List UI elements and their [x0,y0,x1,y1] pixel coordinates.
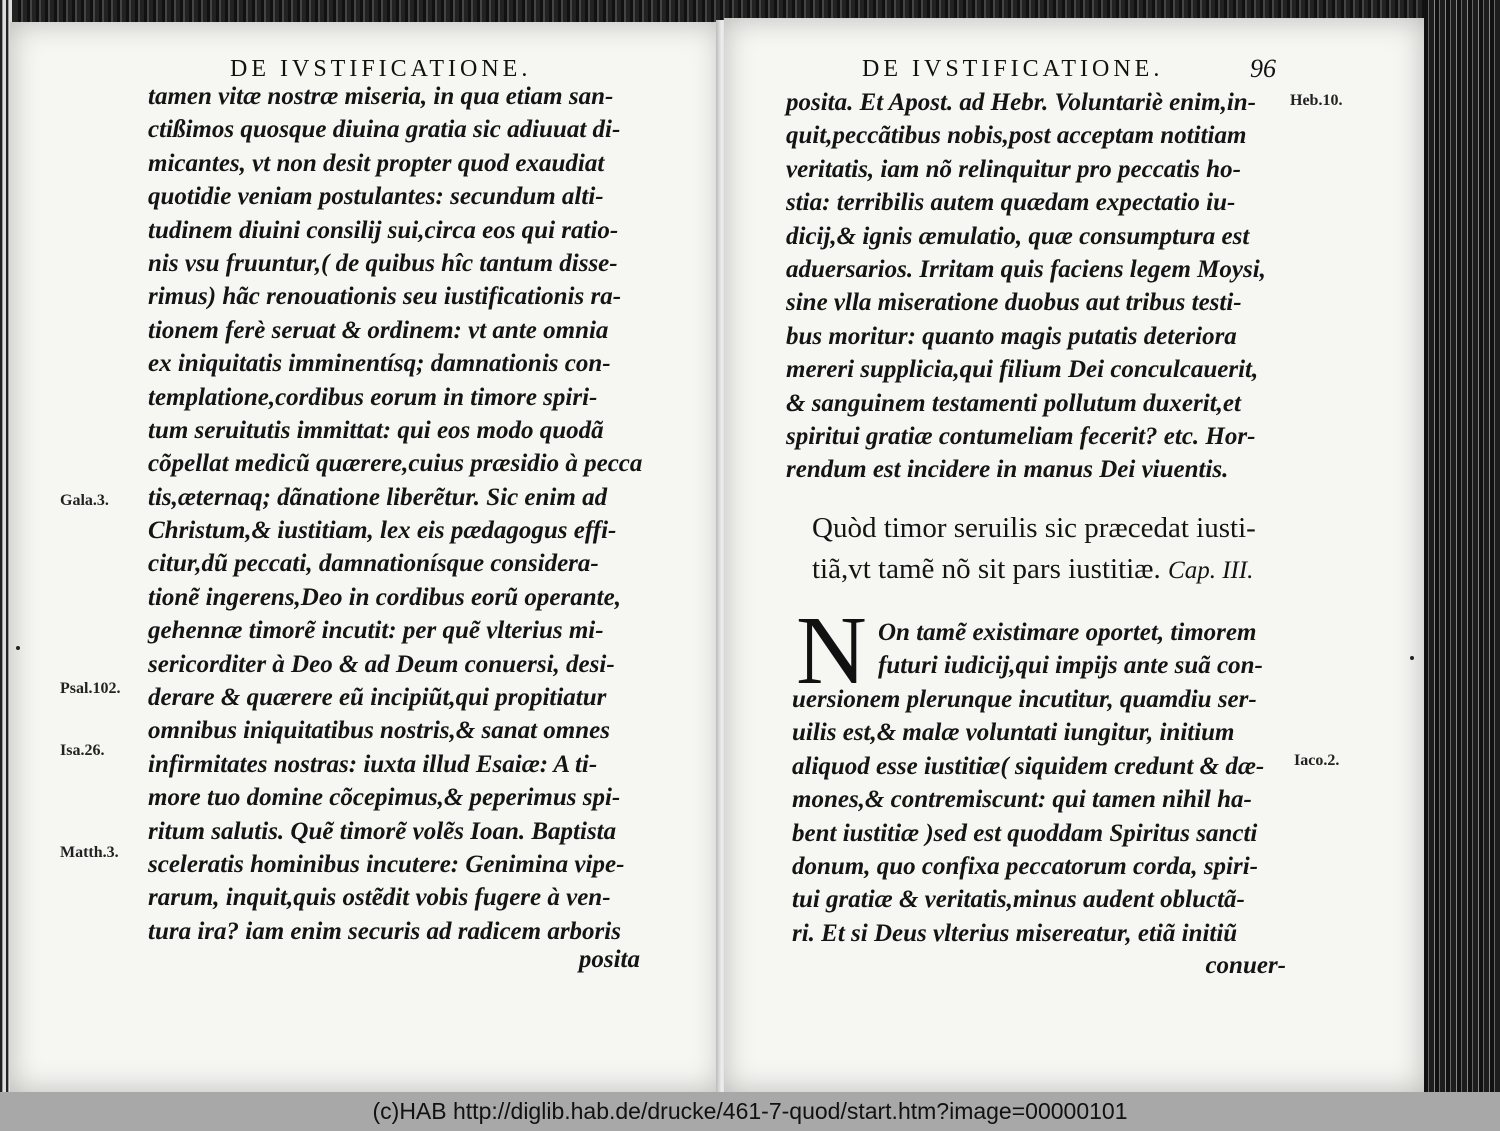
text-line: spiritui gratiæ contumeliam fecerit? etc. Hor- [786,422,1256,450]
text-line: templatione,cordibus eorum in timore spiri- [148,383,598,411]
chapter-heading-text: tiã,vt tamẽ nõ sit pars iustitiæ. [812,553,1161,585]
paper-speck [1410,656,1414,660]
text-line: tamen vitæ nostræ miseria, in qua etiam san- [148,83,614,110]
text-line: tionẽ ingerens,Deo in cordibus eorũ operante, [148,583,621,611]
copyright-footer: (c)HAB http://diglib.hab.de/drucke/461-7-quod/start.htm?image=00000101 [0,1092,1500,1131]
text-line: rendum est incidere in manus Dei viuentis. [786,456,1229,484]
text-line: infirmitates nostras: iuxta illud Esaiæ: A ti- [148,750,598,778]
text-line: bent iustitiæ )sed est quoddam Spiritus sancti [792,819,1258,847]
text-line: derare & quærere eũ incipiũt,qui propitiatur [148,684,607,712]
marginal-note-gala: Gala.3. [60,492,109,509]
text-line: On tamẽ existimare oportet, timorem [878,619,1257,646]
right-body-text [786,86,1266,487]
chapter-heading-line: Quòd timor seruilis sic præcedat iusti- [812,512,1256,544]
right-chapter-text [792,683,1264,950]
text-line: nis vsu fruuntur,( de quibus hîc tantum disse- [148,249,618,277]
left-catchword: posita [578,946,640,973]
marginal-note-heb: Heb.10. [1290,92,1343,109]
text-line: uersionem plerunque incutitur, quamdiu ser- [792,686,1257,713]
text-line: gehennæ timorẽ incutit: per quẽ vlterius mi- [148,617,604,645]
text-line: tudinem diuini consilij sui,circa eos qui ratio- [148,216,619,244]
text-line: ex iniquitatis imminentísq; damnationis con- [148,350,611,378]
text-line: bus moritur: quanto magis putatis deteriora [786,322,1237,350]
text-line: sericorditer à Deo & ad Deum conuersi, desi- [148,650,615,678]
marginal-note-psal: Psal.102. [60,680,121,697]
right-catchword: conuer- [1205,952,1286,979]
text-line: rarum, inquit,quis ostẽdit vobis fugere à ven- [148,884,611,912]
text-line: ri. Et si Deus vlterius misereatur, etiã initiũ [792,919,1238,947]
text-line: micantes, vt non desit propter quod exaudiat [148,149,605,177]
text-line: uilis est,& malæ voluntati iungitur, initium [792,719,1235,747]
text-line: mereri supplicia,qui filium Dei conculcauerit, [786,356,1259,384]
text-line: aliquod esse iustitiæ( siquidem credunt & dæ- [792,752,1265,780]
drop-cap-initial: N [796,597,867,705]
text-line: Christum,& iustitiam, lex eis pædagogus effi- [148,517,617,545]
text-line: sceleratis hominibus incutere: Genimina vipe- [148,850,625,878]
text-line: mones,& contremiscunt: qui tamen nihil ha- [792,786,1252,814]
text-line: dicij,& ignis æmulatio, quæ consumptura est [786,222,1250,250]
text-line: quit,peccãtibus nobis,post acceptam notitiam [786,122,1247,150]
text-line: cõpellat medicũ quærere,cuius præsidio à pecca [148,450,643,478]
chapter-heading-line [812,549,1256,591]
chapter-heading [812,508,1256,591]
chapter-number: Cap. III. [1168,557,1254,584]
text-line: ritum salutis. Quẽ timorẽ volẽs Ioan. Baptista [148,817,617,845]
text-line: more tuo domine cõcepimus,& peperimus spi- [148,784,621,812]
right-chapter-text-indented [878,616,1263,683]
text-line: veritatis, iam nõ relinquitur pro peccatis ho- [786,155,1241,183]
text-line: rimus) hãc renouationis seu iustificationis ra- [148,283,622,311]
text-line: omnibus iniquitatibus nostris,& sanat omnes [148,717,610,745]
marginal-note-matth: Matth.3. [60,844,119,861]
text-line: tionem ferè seruat & ordinem: vt ante omnia [148,316,609,344]
marginal-note-iaco: Iaco.2. [1294,752,1340,769]
folio-number: 96 [1250,54,1276,83]
text-line: stia: terribilis autem quædam expectatio iu- [786,189,1236,217]
text-line: tum seruitutis immittat: qui eos modo quodã [148,416,604,444]
marginal-note-isa: Isa.26. [60,742,105,759]
text-line: futuri iudicij,qui impijs ante suã con- [878,652,1263,680]
text-line: citur,dũ peccati, damnationísque considera- [148,550,599,578]
text-line: tis,æternaq; dãnatione liberẽtur. Sic enim ad [148,483,608,511]
text-line: donum, quo confixa peccatorum corda, spiri- [792,852,1258,880]
text-line: tui gratiæ & veritatis,minus audent obluctã- [792,886,1245,914]
paper-speck [16,646,20,650]
left-body-text [148,80,642,948]
text-line: sine vlla miseratione duobus aut tribus testi- [786,289,1242,317]
right-running-head: DE IVSTIFICATIONE. [862,56,1164,82]
text-line: tura ira? iam enim securis ad radicem arboris [148,917,621,945]
text-line: aduersarios. Irritam quis faciens legem Moysi, [786,255,1266,283]
book-fore-edge [1424,0,1500,1092]
text-line: posita. Et Apost. ad Hebr. Voluntariè enim,in- [786,89,1256,116]
text-line: ctißimos quosque diuina gratia sic adiuuat di- [148,116,621,144]
text-line: quotidie veniam postulantes: secundum alti- [148,183,604,211]
left-running-head: DE IVSTIFICATIONE. [230,56,532,82]
text-line: & sanguinem testamenti pollutum duxerit,et [786,389,1241,417]
